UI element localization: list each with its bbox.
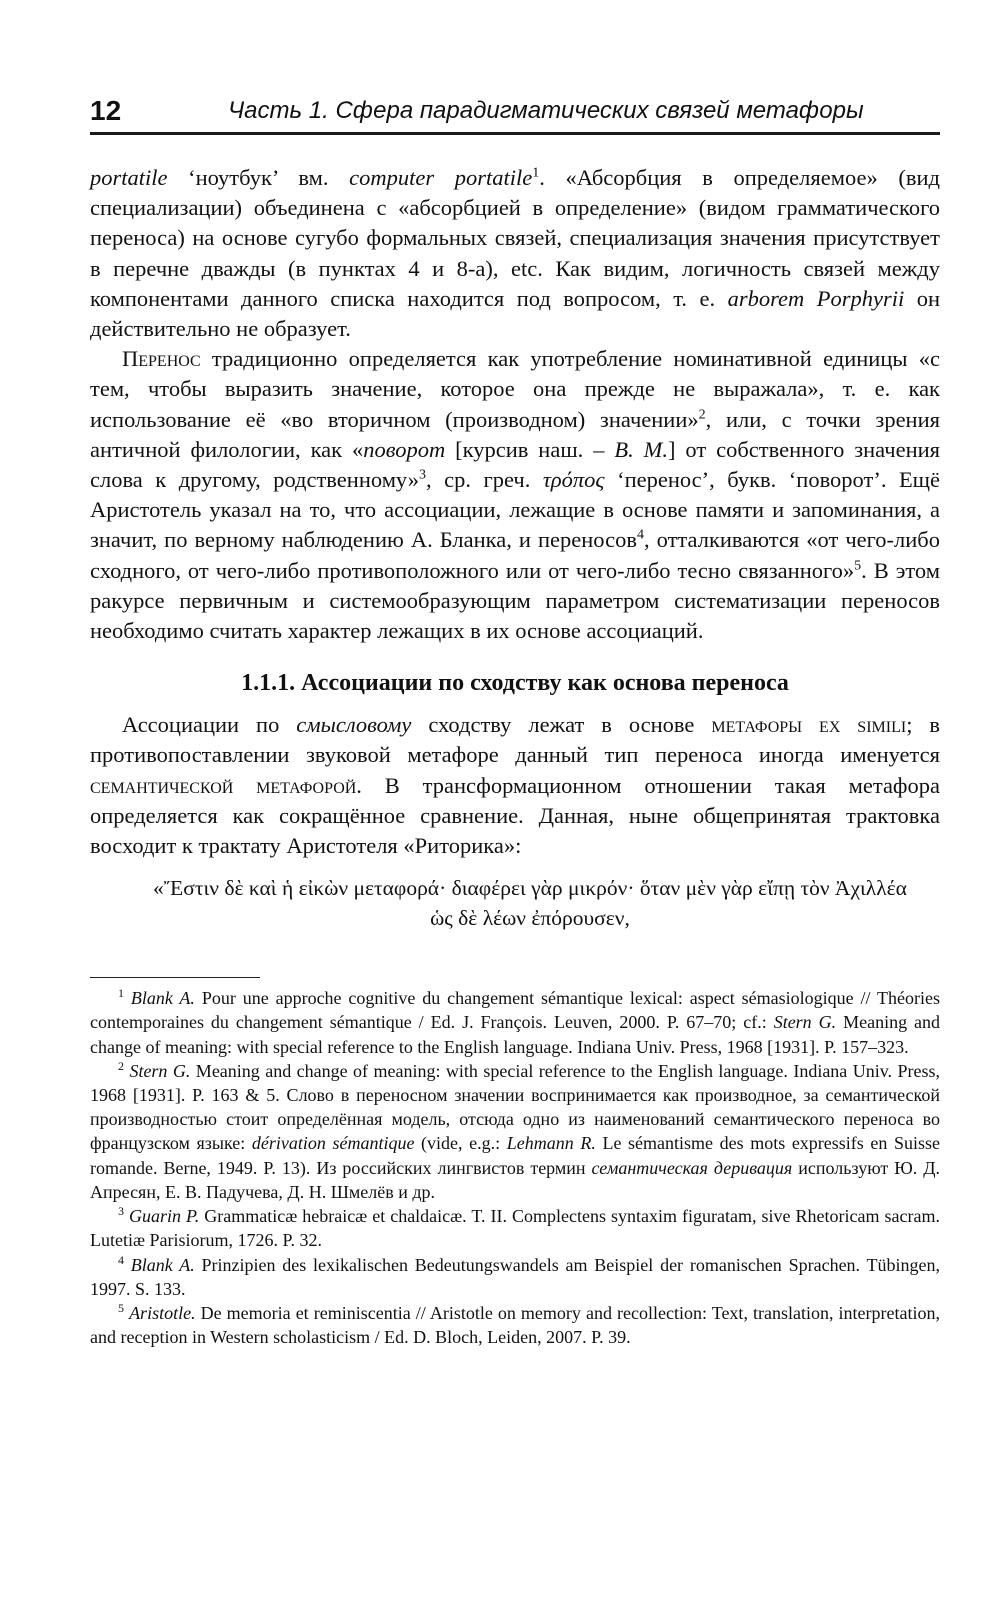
footnote-term: dérivation sémantique <box>251 1133 415 1154</box>
text-span: [курсив наш. – <box>445 436 615 462</box>
term-povorot: поворот <box>363 436 446 462</box>
term-portatile: portatile <box>90 165 168 190</box>
text-span: , или, с точки зрения античной филологии, как « <box>90 406 940 462</box>
running-header <box>90 96 940 135</box>
paragraph-3 <box>90 710 940 861</box>
footnote-4 <box>90 1253 940 1301</box>
footnote-text: Prinzipien des lexikalischen Bedeutungswandels am Beispiel der romanischen Sprachen. Tübingen, 1997. S. 133. <box>90 1254 940 1299</box>
text-span: , ср. греч. <box>426 467 543 493</box>
footnote-number: 3 <box>118 1204 124 1219</box>
footnote-number: 1 <box>118 986 124 1001</box>
paragraph-2 <box>90 344 940 646</box>
term-computer-portatile: computer portatile <box>349 165 533 190</box>
text-span: традиционно определяется как употребление номинативной единицы «с тем, чтобы выразить значение, которое она прежде не выражала», т. е. как использование её «во вторичном (производном) значении» <box>90 346 940 432</box>
text-span: . В трансформационном отношении такая метафора определяется как сокращённое сравнение. Данная, ныне общепринятая трактовка восходит к трактату Аристотеля «Риторика»: <box>90 772 940 859</box>
footnote-number: 2 <box>118 1058 124 1073</box>
footnote-author: Aristotle. <box>129 1302 196 1323</box>
footnote-1 <box>90 986 940 1059</box>
footnote-text: (vide, e.g.: <box>414 1133 507 1154</box>
footnote-text: Meaning and change of meaning: with special reference to the English language. Indiana Univ. Press, 1968 [1931]. P. 157–323. <box>90 1012 941 1057</box>
footnote-author: Blank A. <box>130 988 195 1009</box>
footnote-marker-3: 3 <box>419 467 426 483</box>
text-span: , отталкиваются «от чего-либо сходного, от чего-либо противоположного или от чего-либо тесно связанного» <box>90 527 941 583</box>
greek-line-1: «Ἔστιν δὲ καὶ ἡ εἰκὼν μεταφορά· διαφέρει γὰρ μικρόν· ὅταν μὲν γὰρ εἴπῃ τὸν Ἀχιλλέα <box>153 876 907 901</box>
footnote-2 <box>90 1059 940 1204</box>
term-smyslovomu: смысловому <box>296 712 412 738</box>
text-span: сходству лежат в основе <box>411 712 712 738</box>
footnote-marker-4: 4 <box>636 527 644 543</box>
footnote-text: Meaning and change of meaning: with special reference to the English language. Indiana Univ. Press, 1968 [1931]. P. 163 & 5. Слово в переносном значении воспринимается как производное, за семантической производностью стоит определённая модель, отсюда одно из наименований семантического переноса во французском языке: <box>90 1060 941 1154</box>
greek-quotation <box>90 873 940 933</box>
footnote-marker-1: 1 <box>532 165 540 181</box>
footnote-text: Grammaticæ hebraicæ et chaldaicæ. T. II. Complectens syntaxim figuratam, sive Rhetoricam sacram. Lutetiæ Parisiorum, 1726. P. 32. <box>90 1206 940 1251</box>
footnote-marker-5: 5 <box>854 558 862 574</box>
term-arborem-porphyrii: arborem Porphyrii <box>727 285 905 311</box>
footnote-5 <box>90 1301 940 1349</box>
footnote-number: 5 <box>118 1300 124 1315</box>
footnote-text: используют Ю. Д. Апресян, Е. В. Падучева, Д. Н. Шмелёв и др. <box>90 1157 941 1202</box>
section-heading: 1.1.1. Ассоциации по сходству как основа переноса <box>241 670 789 697</box>
text-span: . В этом ракурсе первичным и системообразующим параметром систематизации переносов необходимо считать характер лежащих в их основе ассоциаций. <box>90 557 940 644</box>
text-span: . «Абсорбция в определяемое» (вид специализации) объединена с «абсорбцией в определение» (видом грамматического переноса) на основе сугубо формальных связей, специализация значения присутствует в перечне дважды (в пунктах 4 и 8-а), etc. Как видим, логичность связей между компонентами данного списка находится под вопросом, т. е. <box>90 165 940 311</box>
page-body <box>90 163 940 1349</box>
footnote-text: Le sémantisme des mots expressifs en Suisse romande. Berne, 1949. P. 13). Из российских лингвистов термин <box>90 1133 940 1178</box>
text-span: ; в противопоставлении звуковой метафоре данный тип переноса иногда именуется <box>90 712 941 768</box>
footnote-separator <box>90 977 260 978</box>
term-perenos: Перенос <box>122 346 201 372</box>
paragraph-1 <box>90 163 940 344</box>
footnote-text: De memoria et reminiscentia // Aristotle on memory and recollection: Text, translation, interpretation, and reception in Western scholasticism / Ed. D. Bloch, Leiden, 2007. P. 39. <box>90 1302 940 1348</box>
footnote-author: Stern G. <box>773 1012 837 1033</box>
footnote-author: Blank A. <box>130 1254 195 1275</box>
text-span: ] от собственного значения слова к другому, родственному» <box>90 436 940 493</box>
text-span: ‘ноутбук’ вм. <box>167 165 350 190</box>
term-semantic-metaphor: семантической метафорой <box>90 772 357 798</box>
page-number: 12 <box>90 95 122 126</box>
footnote-marker-2: 2 <box>698 407 706 423</box>
footnote-number: 4 <box>118 1252 124 1267</box>
footnote-text: Pour une approche cognitive du changement sémantique lexical: aspect sémasiologique // Théories contemporaines du changement sémantique / Ed. J. François. Leuven, 2000. P. 67–70; cf.: <box>90 988 941 1033</box>
greek-line-2: ὡς δὲ λέων ἐπόρουσεν, <box>430 906 630 931</box>
term-tropos: τρόπος <box>542 467 605 493</box>
running-title: Часть 1. Сфера парадигматических связей метафоры <box>228 97 864 124</box>
footnote-3 <box>90 1204 940 1252</box>
footnote-term: семантическая деривация <box>591 1157 793 1178</box>
footnote-author: Guarin P. <box>129 1206 200 1227</box>
text-span: он действительно не образует. <box>90 285 940 342</box>
author-initials: В. М. <box>614 436 669 462</box>
text-span: Ассоциации по <box>122 712 297 738</box>
footnote-author: Stern G. <box>129 1060 191 1081</box>
term-metaphora-ex-simili: метафоры ex simili <box>711 712 907 738</box>
text-span: ‘перенос’, букв. ‘поворот’. Ещё Аристотель указал на то, что ассоциации, лежащие в основе памяти и запоминания, а значит, по верному наблюдению А. Бланка, и переносов <box>90 467 940 553</box>
footnote-author: Lehmann R. <box>506 1133 596 1154</box>
